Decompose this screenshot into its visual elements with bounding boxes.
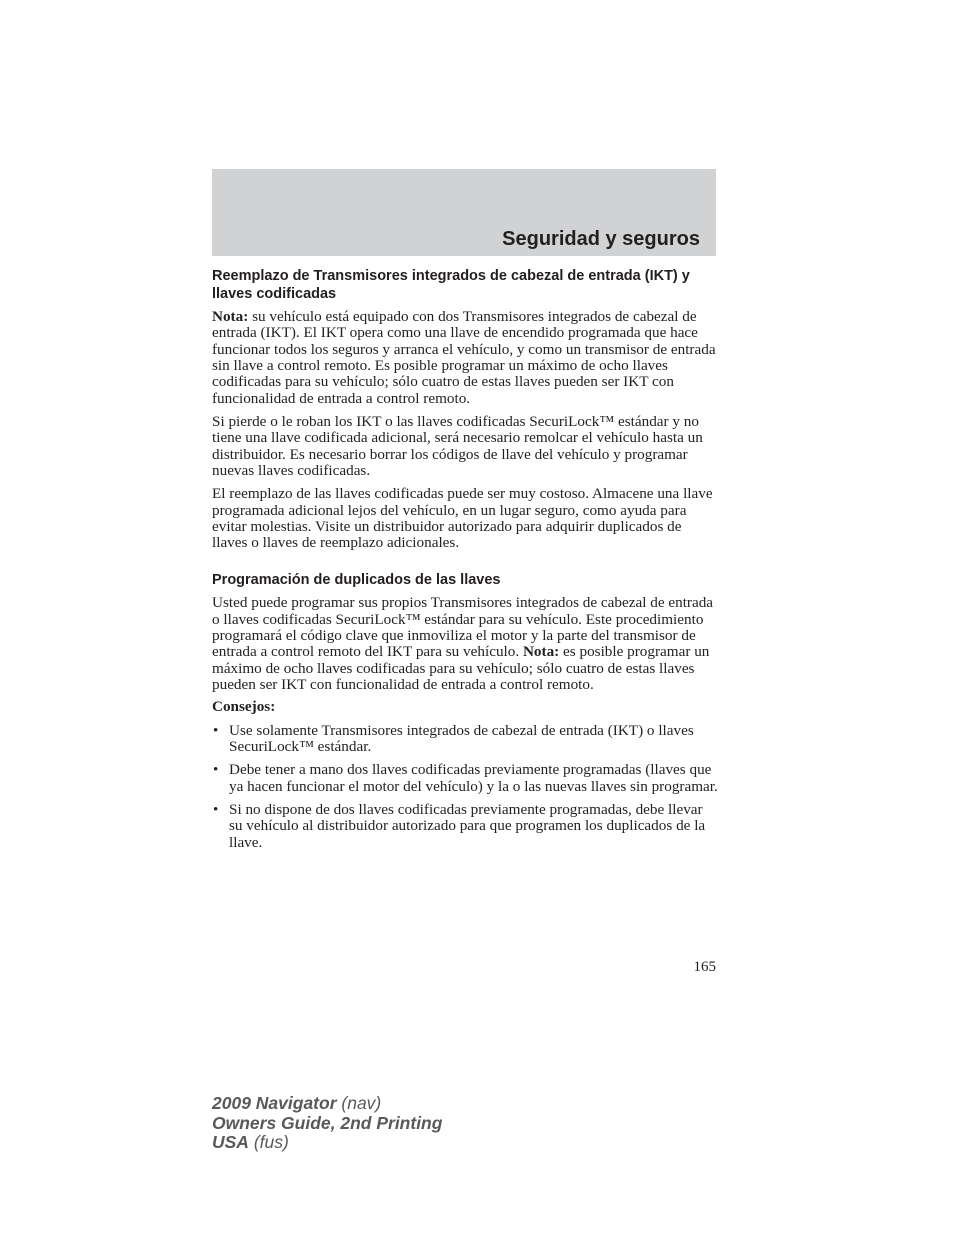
- page-number: 165: [693, 959, 716, 975]
- replacement-cost-paragraph: El reemplazo de las llaves codificadas puede ser muy costoso. Almacene una llave programada adicional lejos del vehículo, en un lugar seguro, como ayuda para evitar molestias. Visite un distribuidor autorizado para adquirir duplicados de llaves o llaves de reemplazo adicionales.: [212, 485, 713, 552]
- chapter-title: Seguridad y seguros: [502, 228, 700, 250]
- footer-line-edition: Owners Guide, 2nd Printing: [212, 1112, 443, 1133]
- programming-note-text: es posible programar un máximo de ocho llaves codificadas para su vehículo; sólo cuatro de estas llaves pueden ser IKT con funcionalidad de entrada a control remoto.: [212, 643, 710, 694]
- page-content: [212, 268, 718, 858]
- tips-label: Consejos:: [212, 698, 276, 716]
- bullet-icon: •: [213, 761, 219, 779]
- footer-line-model: 2009 Navigator (nav): [212, 1093, 382, 1113]
- section-heading-key-programming: Programación de duplicados de las llaves: [212, 571, 501, 588]
- tip-text: Use solamente Transmisores integrados de cabezal de entrada (IKT) o llaves SecuriLock™ estándar.: [229, 721, 694, 756]
- footer-line-market: USA (fus): [212, 1132, 289, 1152]
- lost-keys-paragraph: Si pierde o le roban los IKT o las llaves codificadas SecuriLock™ estándar y no tiene una llave codificada adicional, será necesario remolcar el vehículo hasta un distribuidor. Es necesario borrar los códigos de llave del vehículo y programar nuevas llaves codificadas.: [212, 413, 703, 480]
- bullet-icon: •: [213, 801, 219, 819]
- note-label: Nota:: [522, 643, 560, 661]
- list-item: [212, 762, 718, 795]
- tip-text: Debe tener a mano dos llaves codificadas previamente programadas (llaves que ya hacen funcionar el motor del vehículo) y la o las nuevas llaves sin programar.: [229, 761, 718, 795]
- bullet-icon: •: [213, 721, 219, 739]
- list-item: [212, 723, 718, 756]
- note-paragraph-ikt: [212, 309, 718, 407]
- document-footer: [212, 1094, 442, 1153]
- list-item: [212, 802, 718, 851]
- note-label: Nota:: [212, 308, 249, 325]
- tips-list: [212, 723, 718, 851]
- programming-text: Usted puede programar sus propios Transmisores integrados de cabezal de entrada o llaves codificadas SecuriLock™ estándar para su vehículo. Este procedimiento programará el código clave que inmoviliza el motor y la parte del transmisor de entrada a control remoto del IKT para su vehículo.: [212, 594, 714, 661]
- programming-paragraph: [212, 595, 718, 693]
- tip-text: Si no dispone de dos llaves codificadas previamente programadas, debe llevar su vehículo al distribuidor autorizado para que programen los duplicados de la llave.: [229, 801, 706, 851]
- chapter-header-band: [212, 169, 716, 256]
- section-heading-key-replacement: Reemplazo de Transmisores integrados de cabezal de entrada (IKT) y llaves codificadas: [212, 268, 690, 302]
- note-text: su vehículo está equipado con dos Transmisores integrados de cabezal de entrada (IKT). El IKT opera como una llave de encendido programada que hace funcionar todos los seguros y arranca el vehículo, y como un transmisor de entrada sin llave a control remoto. Es posible programar un máximo de ocho llaves codificadas para su vehículo; sólo cuatro de estas llaves pueden ser IKT con funcionalidad de entrada a control remoto.: [212, 308, 716, 407]
